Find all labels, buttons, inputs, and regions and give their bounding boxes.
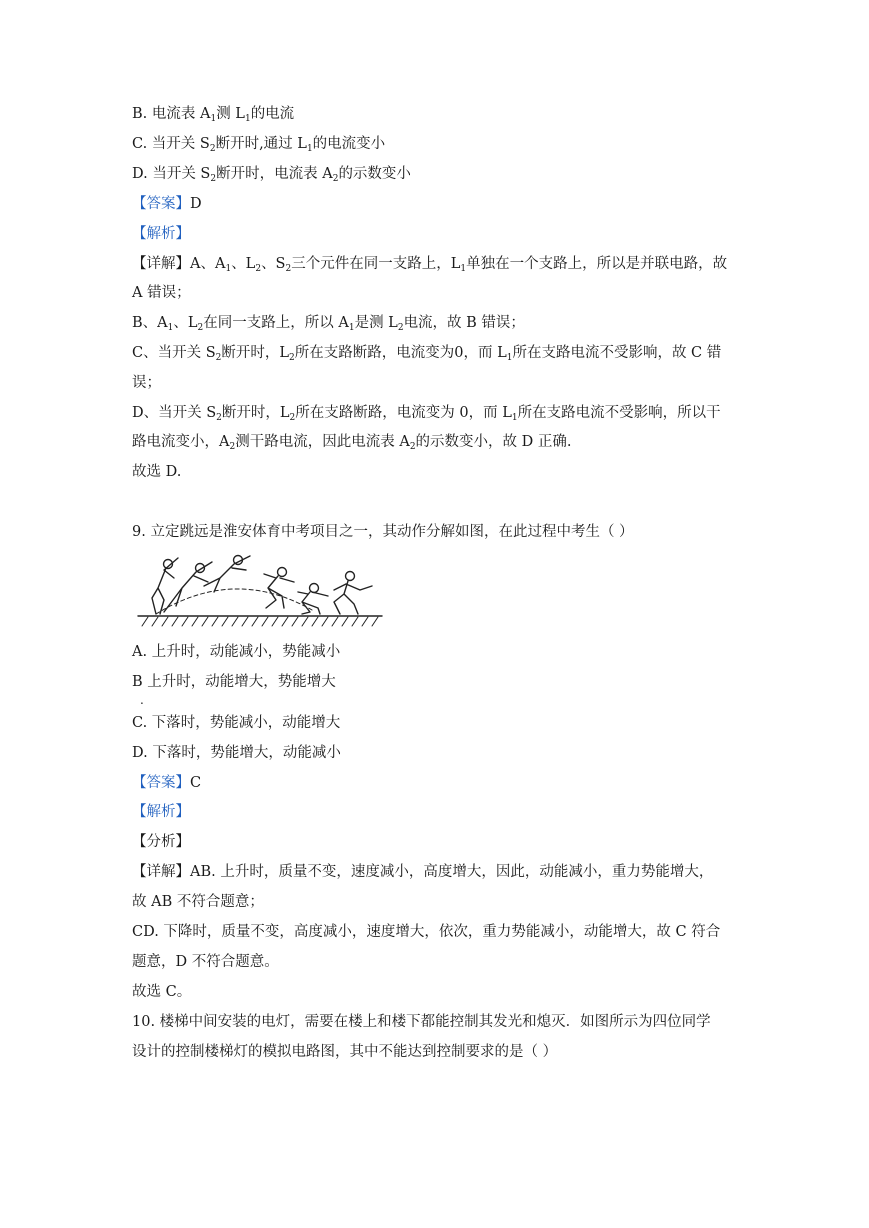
q9-option-d: D. 下落时，势能增大，动能减小 xyxy=(132,745,341,761)
q8-option-d: D. 当开关 $S_2$断开时，电流表 $A_2$的示数变小 xyxy=(132,166,411,184)
q9-answer: 【答案】C xyxy=(132,775,202,791)
q9-detail-line-2: 故 AB 不符合题意； xyxy=(132,894,264,910)
q9-option-b: B 上升时，动能增大，势能增大 xyxy=(132,674,336,690)
q8-detail-line-1: 【详解】A、$A_1$、$L_2$、$S_2$三个元件在同一支路上，$L_1$单独在一个支路上，所以是并联电路，故 xyxy=(132,256,728,274)
q8-detail-line-5: 误； xyxy=(132,375,161,391)
q8-detail-line-2: A 错误； xyxy=(132,285,191,301)
q9-analysis-tag: 【解析】 xyxy=(132,804,190,820)
answer-tag: 【答案】 xyxy=(132,196,190,212)
q8-answer: 【答案】D xyxy=(132,196,202,212)
jumper-pose-5 xyxy=(298,584,328,615)
q9-option-b-dot: . xyxy=(140,693,144,707)
q10-stem-line-2: 设计的控制楼梯灯的模拟电路图，其中不能达到控制要求的是（ ） xyxy=(132,1044,558,1060)
q8-detail-line-3: B、$A_1$、$L_2$在同一支路上，所以 $A_1$是测 $L_2$电流，故 B 错误； xyxy=(132,315,525,333)
q8-choose: 故选 D. xyxy=(132,464,182,480)
q9-detail-line-3: CD. 下降时，质量不变，高度减小，速度增大，依次，重力势能减小，动能增大，故 C 符合 xyxy=(132,924,721,940)
q8-detail-line-7: 路电流变小，$A_2$测干路电流，因此电流表 $A_2$的示数变小，故 D 正确. xyxy=(132,434,572,452)
jumper-pose-1 xyxy=(152,558,178,614)
q9-option-c: C. 下落时，势能减小，动能增大 xyxy=(132,715,341,731)
standing-long-jump-figure xyxy=(134,548,386,628)
q8-detail-line-4: C、当开关 $S_2$断开时，$L_2$所在支路断路，电流变为0，而 $L_1$所在支路电流不受影响，故 C 错 xyxy=(132,345,722,363)
answer-tag: 【答案】 xyxy=(132,775,190,791)
jumper-pose-2 xyxy=(164,562,212,612)
q8-option-c: C. 当开关 $S_2$断开时,通过 $L_1$的电流变小 xyxy=(132,136,386,154)
q9-stem: 9. 立定跳远是淮安体育中考项目之一，其动作分解如图，在此过程中考生（ ） xyxy=(132,524,634,540)
q9-detail-line-1: 【详解】AB. 上升时，质量不变，速度减小，高度增大，因此，动能减小，重力势能增大， xyxy=(132,864,714,880)
q8-option-b: B. 电流表 $A_1$测 $L_1$的电流 xyxy=(132,106,295,124)
q9-option-a: A. 上升时，动能减小，势能减小 xyxy=(132,644,341,660)
trajectory-dashed-arc xyxy=(156,589,312,614)
q8-detail-line-6: D、当开关 $S_2$断开时，$L_2$所在支路断路，电流变为 0，而 $L_1$所在支路电流不受影响，所以干 xyxy=(132,405,721,423)
q10-stem-line-1: 10. 楼梯中间安装的电灯，需要在楼上和楼下都能控制其发光和熄灭．如图所示为四位同学 xyxy=(132,1014,711,1030)
q9-detail-line-4: 题意，D 不符合题意。 xyxy=(132,954,279,970)
q9-analyze-tag: 【分析】 xyxy=(132,834,190,850)
q8-analysis-tag: 【解析】 xyxy=(132,226,190,242)
q9-choose: 故选 C。 xyxy=(132,984,192,1000)
jumper-pose-6 xyxy=(334,572,372,615)
jumper-pose-3 xyxy=(204,556,250,593)
jumper-pose-4 xyxy=(264,568,294,609)
ground-hatching xyxy=(142,617,378,626)
